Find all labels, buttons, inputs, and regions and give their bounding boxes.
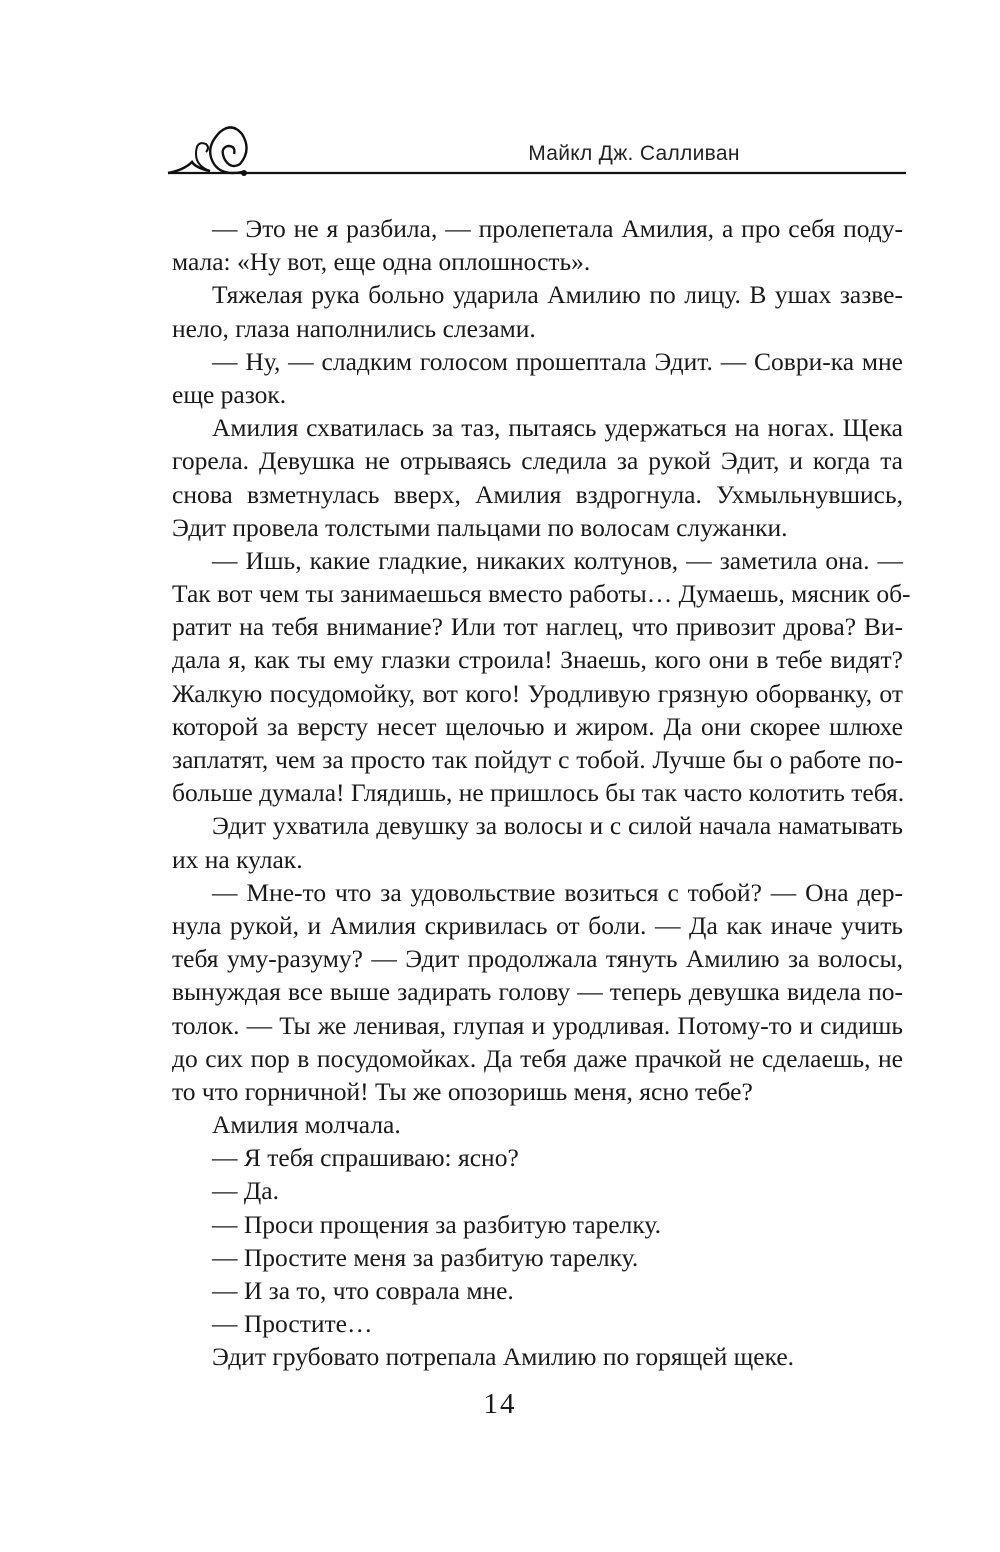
- text-line: Так вот чем ты занимаешься вместо работы… Думаешь, мясник об-: [172, 579, 911, 609]
- text-line: Жалкую посудомойку, вот кого! Уродливую грязную оборванку, от: [172, 678, 903, 708]
- text-line: Эдит грубовато потрепала Амилию по горящей щеке.: [212, 1342, 795, 1372]
- text-line: ратит на тебя внимание? Или тот наглец, что привозит дрова? Ви-: [172, 612, 903, 642]
- page-number: 14: [483, 1388, 517, 1420]
- text-line: заплатят, чем за просто так пойдут с тобой. Лучше бы о работе по-: [172, 745, 903, 774]
- text-line: нело, глаза наполнились слезами.: [172, 313, 536, 343]
- text-line: Амилия молчала.: [212, 1110, 401, 1140]
- text-line: — Это не я разбила, — пролепетала Амилия, а про себя поду-: [212, 214, 903, 243]
- text-line: — И за то, что соврала мне.: [212, 1276, 514, 1305]
- running-header: [166, 118, 906, 180]
- text-line: тебя уму-разуму? — Эдит продолжала тянуть Амилию за волосы,: [172, 944, 903, 974]
- text-line: — Ишь, какие гладкие, никаких колтунов, — заметила она. —: [212, 545, 903, 575]
- text-line: — Мне-то что за удовольствие возиться с тобой? — Она дер-: [212, 877, 903, 907]
- text-line: — Простите меня за разбитую тарелку.: [212, 1242, 639, 1272]
- text-line: Тяжелая рука больно ударила Амилию по лицу. В ушах зазве-: [212, 280, 903, 310]
- text-line: Эдит ухватила девушку за волосы и с силой начала наматывать: [212, 811, 903, 841]
- text-line: снова взметнулась вверх, Амилия вздрогнула. Ухмыльнувшись,: [172, 479, 903, 509]
- text-line: дала я, как ты ему глазки строила! Знаешь, кого они в тебе видят?: [172, 645, 903, 675]
- author-name: Майкл Дж. Салливан: [528, 142, 740, 165]
- text-line: — Проси прощения за разбитую тарелку.: [212, 1209, 661, 1239]
- text-line: — Да.: [212, 1176, 279, 1206]
- text-line: — Простите…: [212, 1309, 373, 1339]
- text-line: горела. Девушка не отрываясь следила за рукой Эдит, и когда та: [172, 446, 903, 476]
- text-line: их на кулак.: [172, 844, 303, 874]
- text-line: Эдит провела толстыми пальцами по волосам служанки.: [172, 512, 788, 542]
- text-line: толок. — Ты же ленивая, глупая и уродливая. Потому-то и сидишь: [172, 1010, 903, 1040]
- text-line: то что горничной! Ты же опозоришь меня, ясно тебе?: [172, 1076, 753, 1106]
- text-line: — Я тебя спрашиваю: ясно?: [212, 1143, 519, 1173]
- text-line: нула рукой, и Амилия скривилась от боли. — Да как иначе учить: [172, 910, 903, 940]
- text-line: мала: «Ну вот, еще одна оплошность».: [172, 247, 591, 277]
- text-line: Амилия схватилась за таз, пытаясь удержаться на ногах. Щека: [212, 413, 903, 443]
- text-line: — Ну, — сладким голосом прошептала Эдит. — Соври-ка мне: [212, 346, 903, 376]
- text-line: до сих пор в посудомойках. Да тебя даже прачкой не сделаешь, не: [172, 1043, 903, 1073]
- text-line: больше думала! Глядишь, не пришлось бы так часто колотить тебя.: [172, 778, 905, 808]
- body-text: [172, 212, 911, 1374]
- text-line: вынуждая все выше задирать голову — теперь девушка видела по-: [172, 977, 903, 1007]
- text-line: еще разок.: [172, 379, 287, 409]
- text-line: которой за версту несет щелочью и жиром. Да они скорее шлюхе: [172, 711, 903, 741]
